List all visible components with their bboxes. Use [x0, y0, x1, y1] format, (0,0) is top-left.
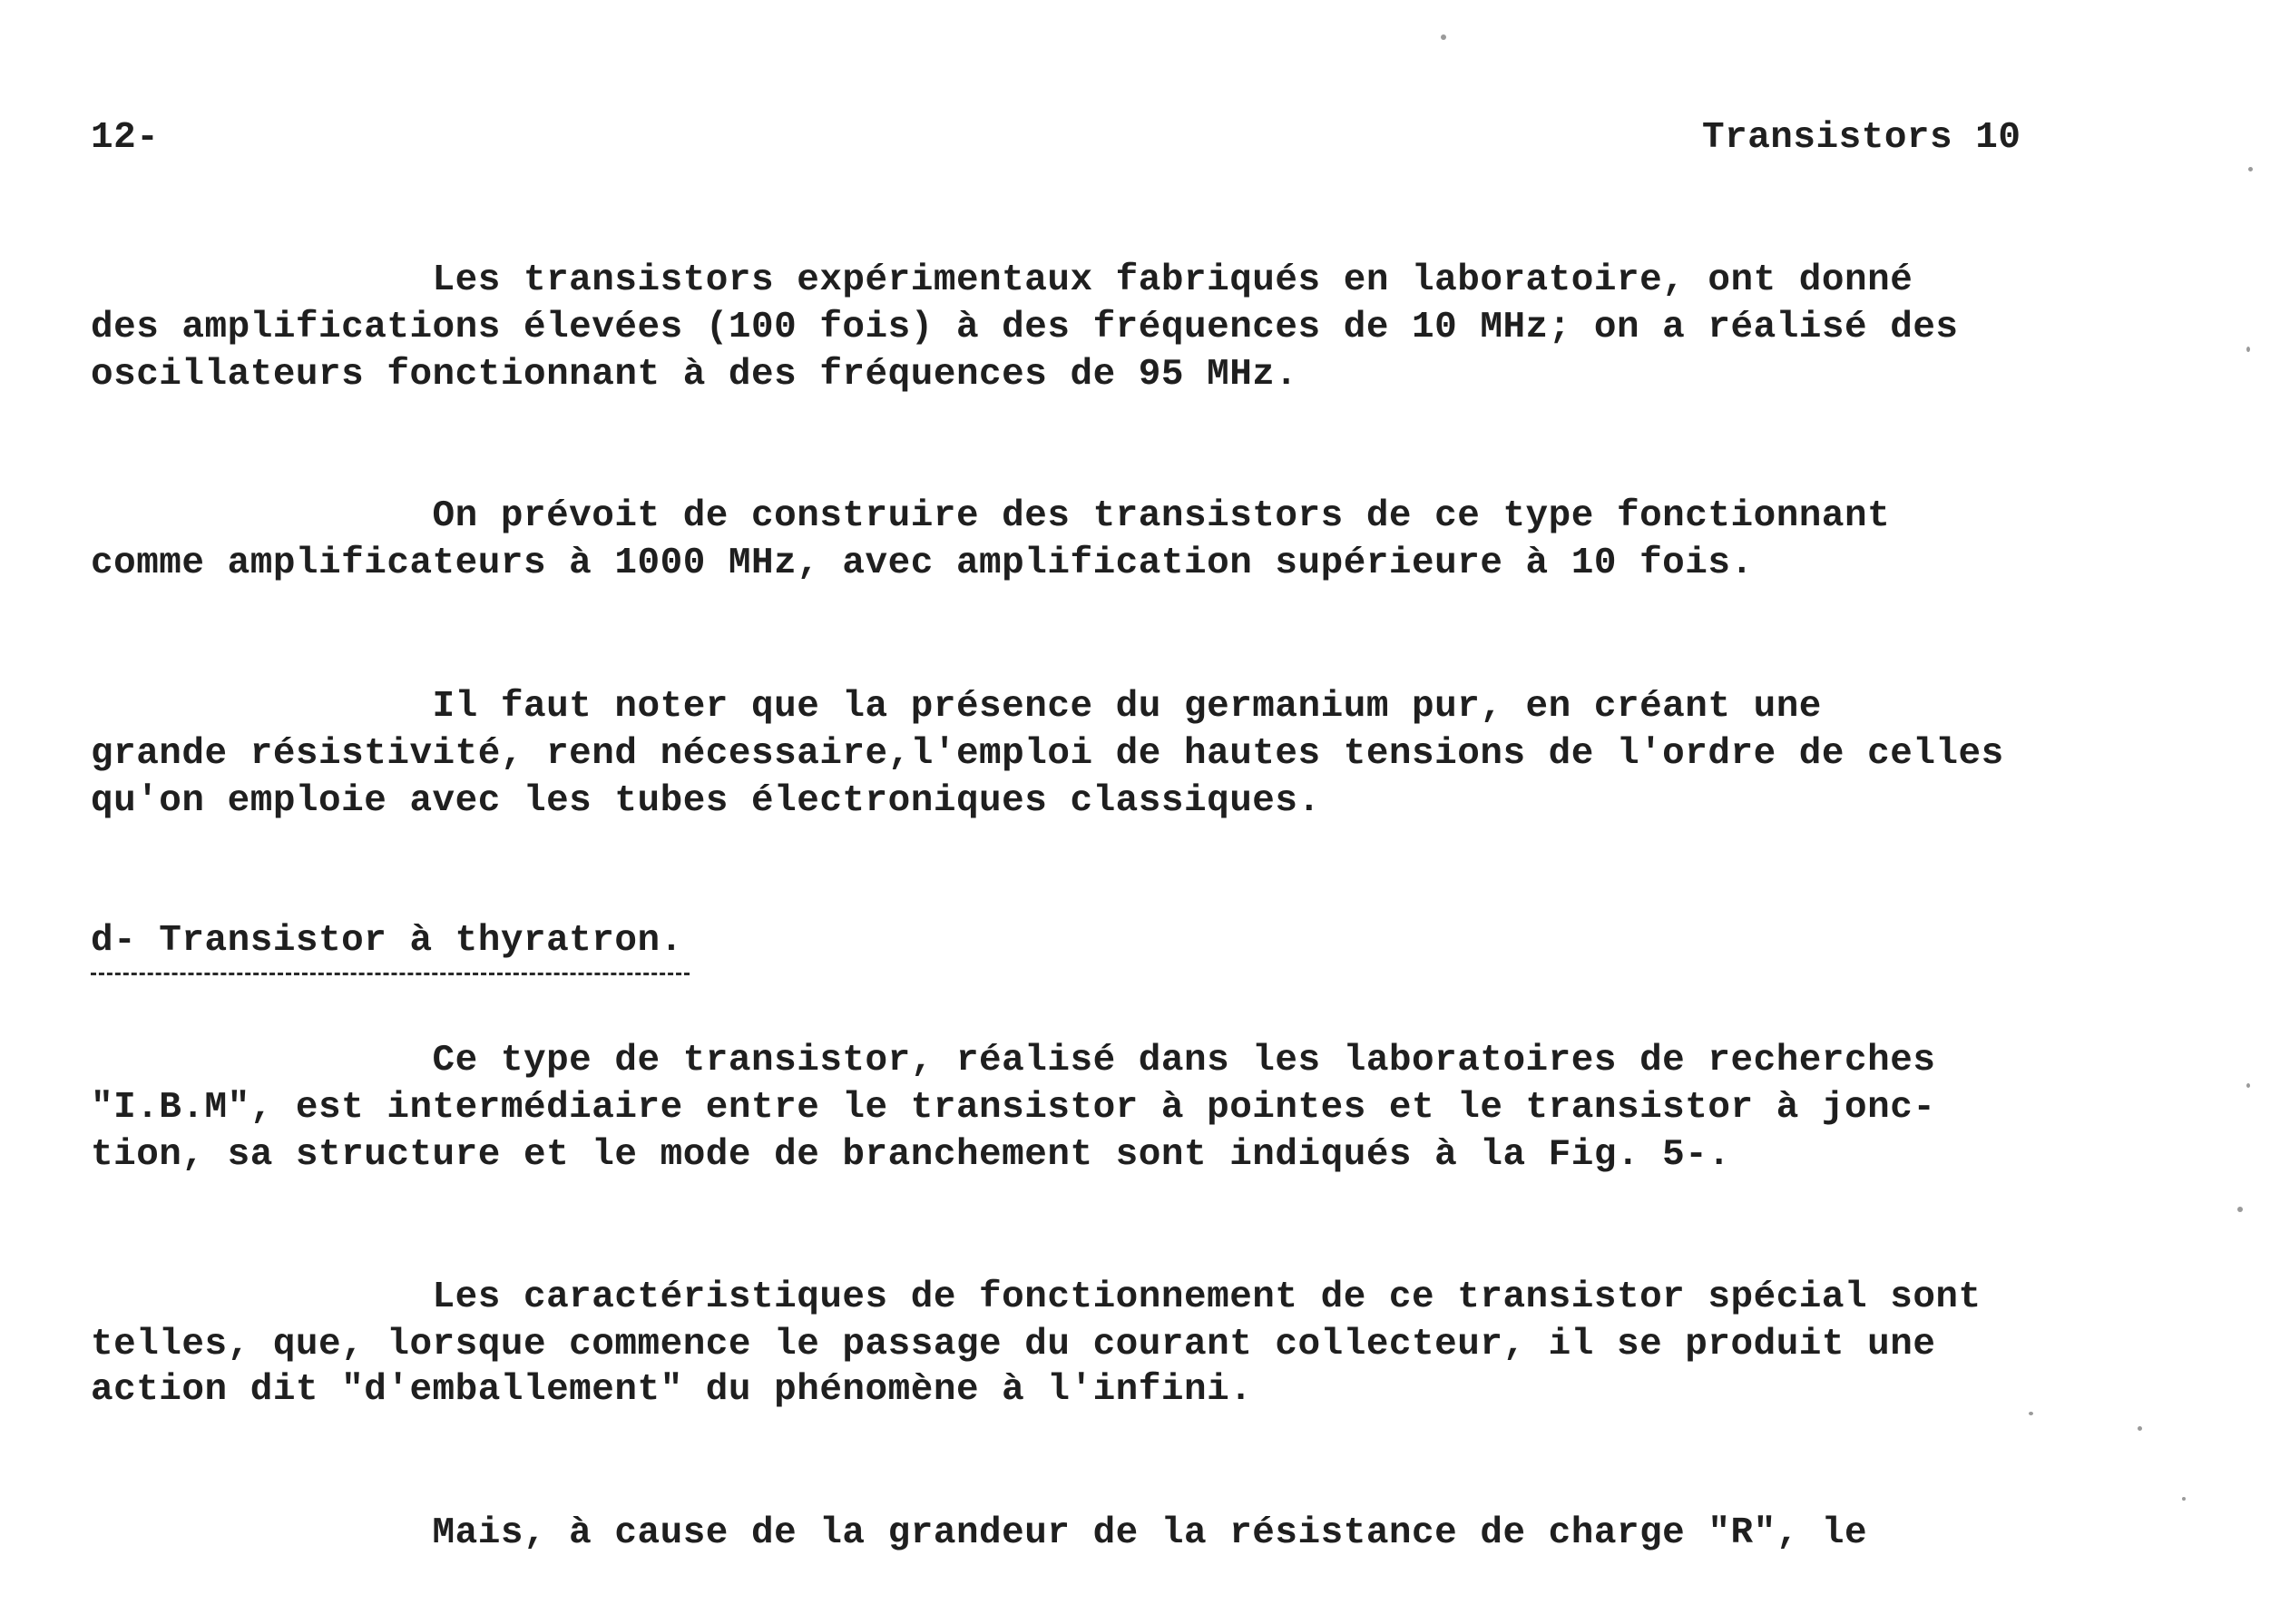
page-number: 12- [91, 117, 160, 159]
paragraph-5-line-3: action dit "d'emballement" du phénomène à l'infini. [91, 1369, 1253, 1411]
scan-speck [2248, 167, 2253, 171]
scan-speck [2237, 1207, 2243, 1212]
scan-speck [2246, 1083, 2250, 1088]
paragraph-1-line-3: oscillateurs fonctionnant à des fréquences de 95 MHz. [91, 354, 1298, 396]
scan-speck [2182, 1497, 2186, 1501]
paragraph-6-line-1: Mais, à cause de la grandeur de la résistance de charge "R", le [91, 1512, 1868, 1554]
section-heading: d- Transistor à thyratron. [91, 920, 683, 962]
paragraph-2-line-1: On prévoit de construire des transistors de ce type fonctionnant [91, 495, 1891, 537]
paragraph-3-line-2: grande résistivité, rend nécessaire,l'emploi de hautes tensions de l'ordre de celles [91, 733, 2004, 775]
paragraph-1-line-1: Les transistors expérimentaux fabriqués en laboratoire, ont donné [91, 259, 1913, 301]
running-title: Transistors 10 [1702, 117, 2021, 159]
paragraph-4-line-3: tion, sa structure et le mode de branchement sont indiqués à la Fig. 5-. [91, 1134, 1731, 1176]
paragraph-2-line-2: comme amplificateurs à 1000 MHz, avec amplification supérieure à 10 fois. [91, 543, 1754, 584]
scan-speck [1441, 34, 1446, 40]
paragraph-3-line-1: Il faut noter que la présence du germanium pur, en créant une [91, 686, 1822, 728]
paragraph-1-line-2: des amplifications élevées (100 fois) à des fréquences de 10 MHz; on a réalisé des [91, 307, 1959, 348]
paragraph-4-line-2: "I.B.M", est intermédiaire entre le transistor à pointes et le transistor à jonc- [91, 1087, 1936, 1129]
scan-speck [2246, 347, 2250, 352]
scan-speck [2029, 1412, 2033, 1415]
scan-speck [2138, 1426, 2142, 1431]
paragraph-4-line-1: Ce type de transistor, réalisé dans les laboratoires de recherches [91, 1040, 1936, 1081]
paragraph-5-line-2: telles, que, lorsque commence le passage du courant collecteur, il se produit une [91, 1324, 1936, 1365]
paragraph-5-line-1: Les caractéristiques de fonctionnement de ce transistor spécial sont [91, 1277, 1982, 1318]
paragraph-3-line-3: qu'on emploie avec les tubes électroniques classiques. [91, 780, 1321, 822]
heading-underline [91, 973, 690, 975]
